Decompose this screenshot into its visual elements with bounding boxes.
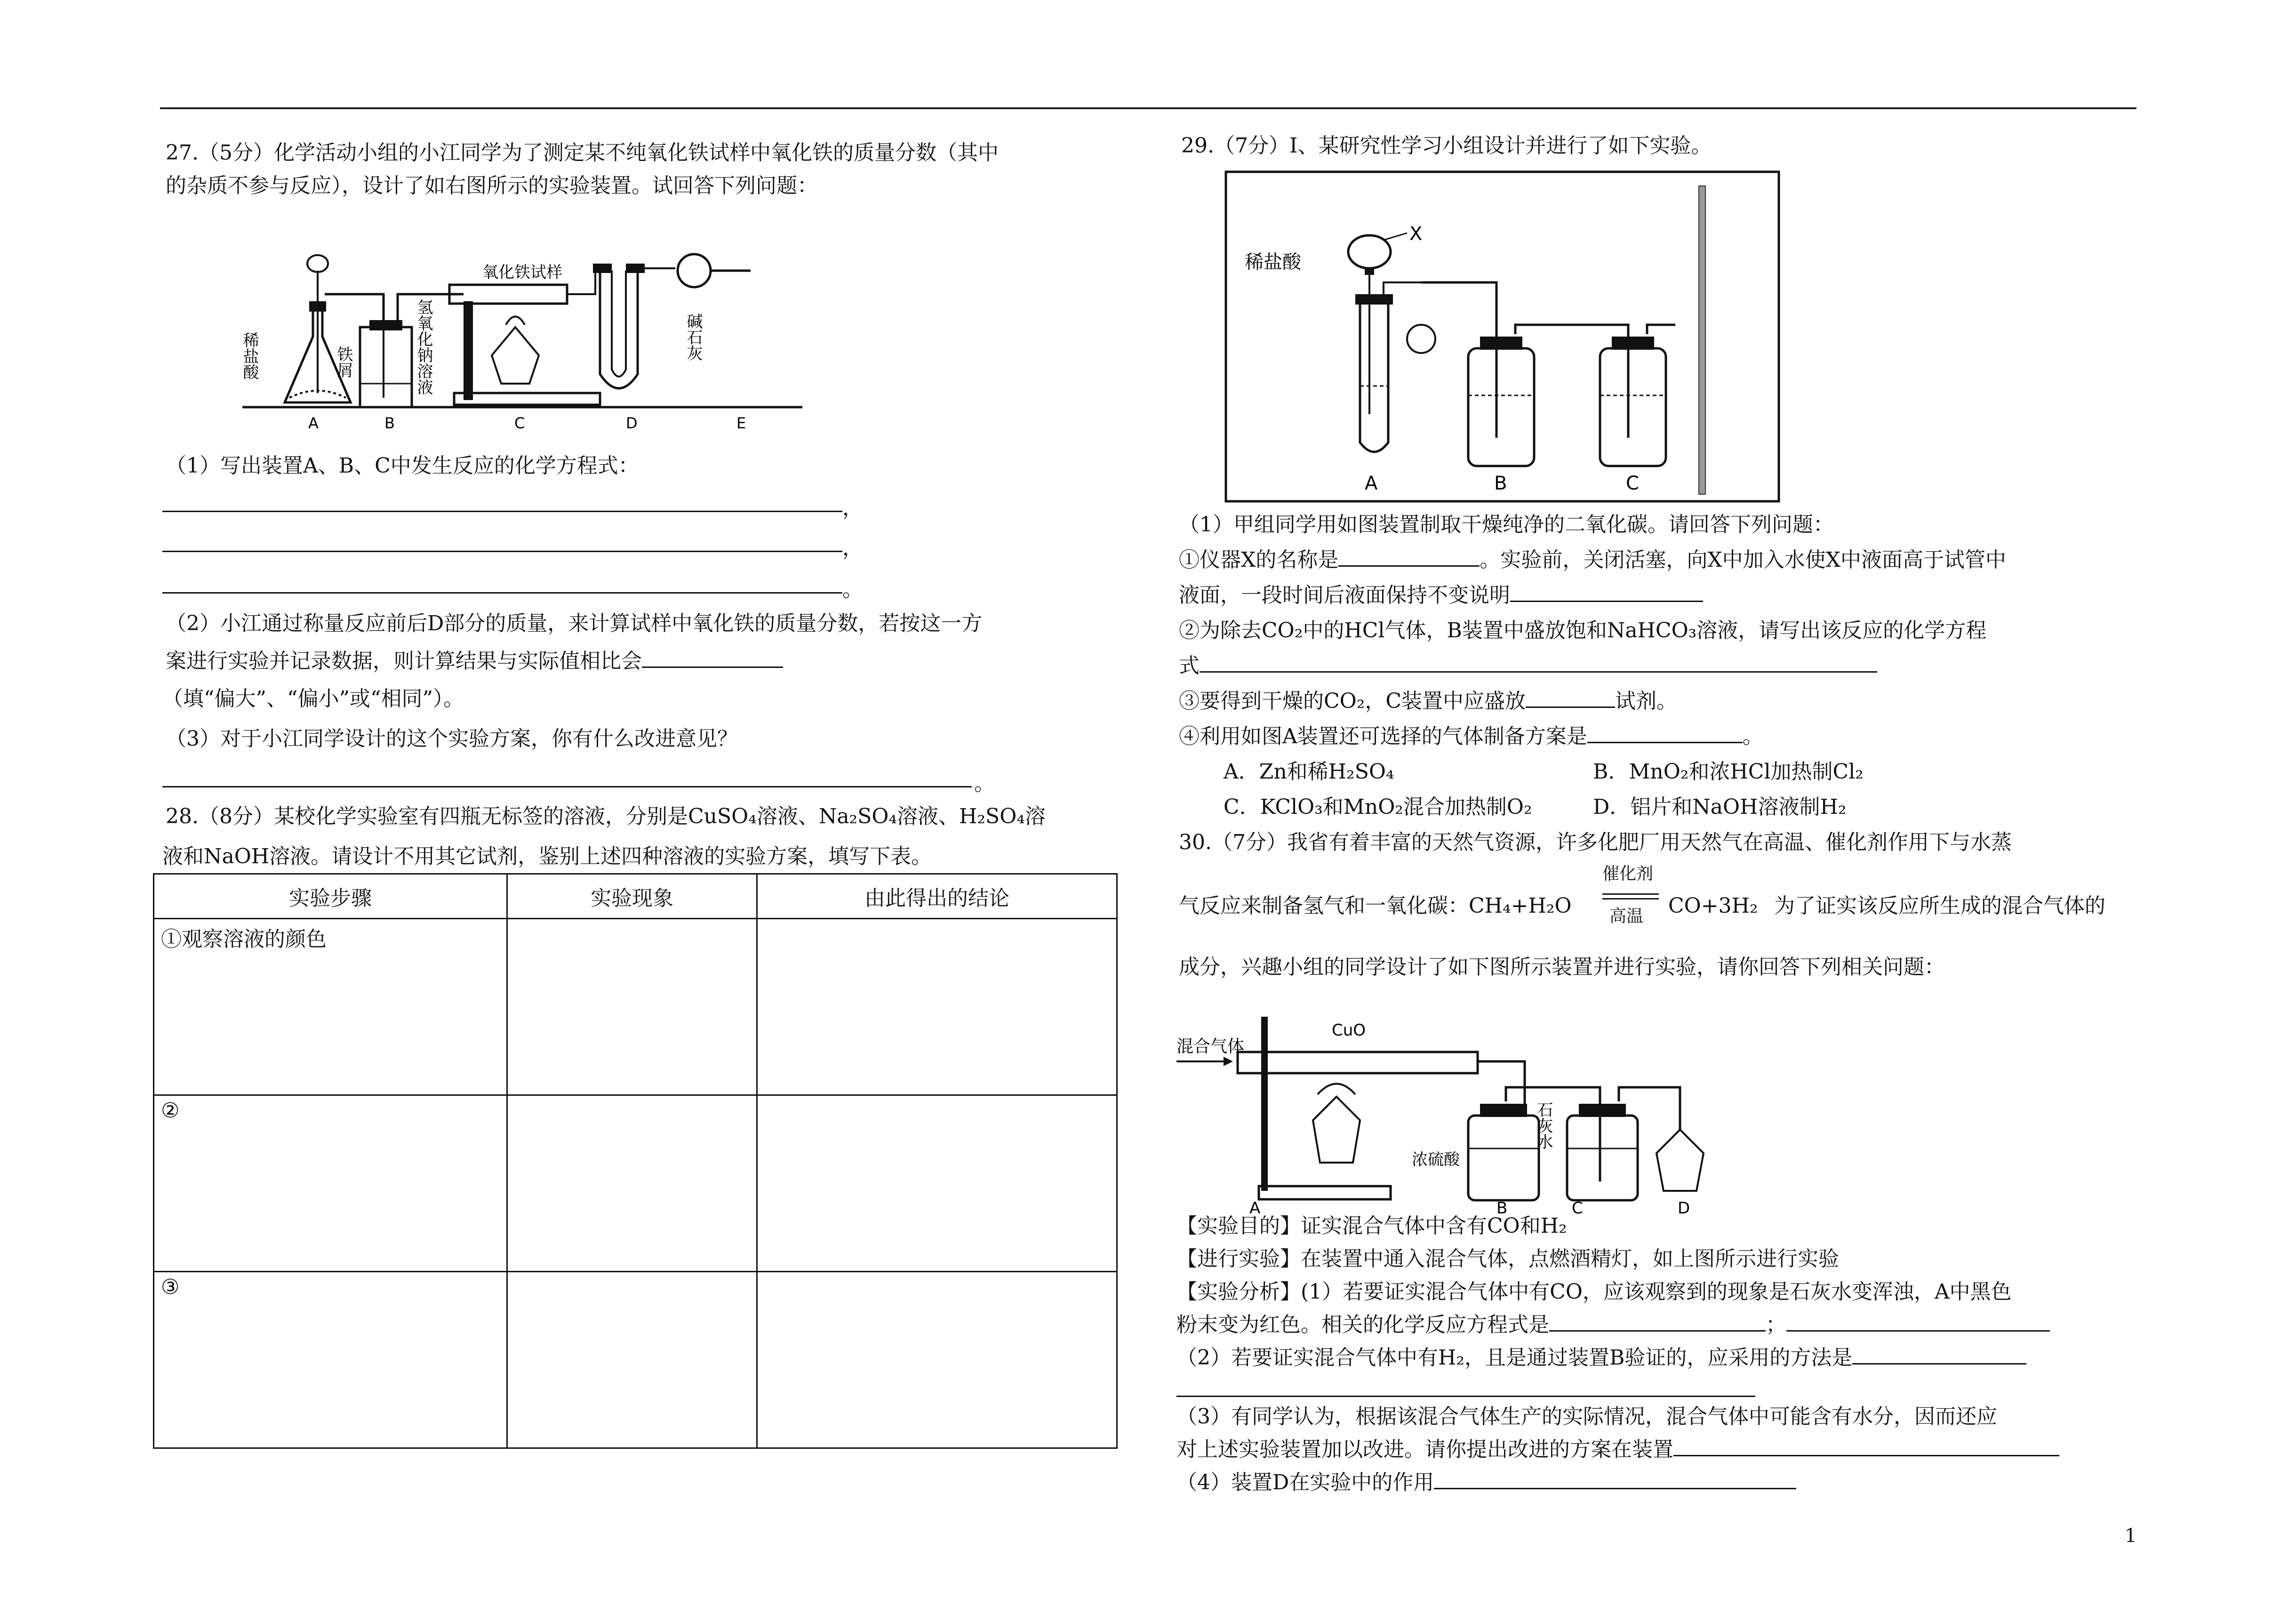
table-cell-phenomenon-3[interactable]: [507, 1272, 757, 1448]
q27-stem-line2: 的杂质不参与反应），设计了如右图所示的实验装置。试回答下列问题：: [166, 174, 818, 198]
q29-part1c-text-b: 试剂。: [1615, 689, 1678, 713]
q30-stem-line3: 成分，兴趣小组的同学设计了如下图所示装置并进行实验，请你回答下列相关问题：: [1179, 955, 1945, 979]
q29-part1c: [1179, 685, 1677, 718]
q27-letter-b: B: [384, 414, 395, 432]
q29-part1c-text-a: ③要得到干燥的CO₂，C装置中应盛放: [1179, 689, 1526, 713]
q29-airtight-blank[interactable]: [1510, 580, 1703, 602]
q30-equation-line: [1179, 890, 1572, 923]
q29-option-d: D．铝片和NaOH溶液制H₂: [1593, 795, 1847, 819]
q29-reagent-blank[interactable]: [1526, 686, 1615, 708]
q28-experiment-table: [153, 873, 1118, 1449]
q30-eq-arrow-1: [1602, 893, 1659, 895]
q27-part2-text: 案进行实验并记录数据，则计算结果与实际值相比会: [166, 649, 642, 673]
q30-part2-text: （2）若要证实混合气体中有H₂，且是通过装置B验证的，应采用的方法是: [1176, 1346, 1853, 1370]
table-header-phenomenon: 实验现象: [507, 874, 757, 919]
table-cell-phenomenon-1[interactable]: [507, 919, 757, 1095]
q29-apparatus-figure: [1224, 169, 1784, 504]
table-row: [154, 1095, 1117, 1272]
q29-part1a-text-b: 。实验前，关闭活塞，向X中加入水使X中液面高于试管中: [1480, 548, 2006, 572]
q30-equation-blank-b[interactable]: [1786, 1309, 2050, 1332]
q30-purpose: 【实验目的】证实混合气体中含有CO和H₂: [1176, 1214, 1567, 1238]
q27-letter-a: A: [308, 414, 319, 432]
q27-stem-line1: 27.（5分）化学活动小组的小江同学为了测定某不纯氧化铁试样中氧化铁的质量分数（其中: [166, 141, 999, 165]
table-cell-step-3: ③: [154, 1272, 507, 1448]
q29-equation-blank[interactable]: [1200, 650, 1877, 673]
q29-part1b-line2: [1179, 650, 1877, 683]
q30-label-h2so4: 浓硫酸: [1412, 1150, 1460, 1169]
q27-part2-blank[interactable]: [642, 646, 783, 668]
q30-part2: [1176, 1341, 2026, 1374]
table-header-conclusion: 由此得出的结论: [757, 874, 1117, 919]
q29-option-b: B．MnO₂和浓HCl加热制Cl₂: [1593, 760, 1864, 784]
q29-part1b-line1: ②为除去CO₂中的HCl气体，B装置中盛放饱和NaHCO₃溶液，请写出该反应的化学方程: [1179, 618, 1987, 642]
table-cell-conclusion-3[interactable]: [757, 1272, 1117, 1448]
q27-part3-answer-line[interactable]: [162, 786, 972, 787]
table-cell-conclusion-1[interactable]: [757, 919, 1117, 1095]
q30-part3-line1: （3）有同学认为，根据该混合气体生产的实际情况，混合气体中可能含有水分，因而还应: [1176, 1405, 1997, 1429]
q29-scheme-blank[interactable]: [1587, 721, 1743, 743]
q30-letter-d: D: [1678, 1199, 1690, 1218]
q27-answer-line-a[interactable]: [162, 511, 842, 512]
q29-part1d-text-a: ④利用如图A装置还可选择的气体制备方案是: [1179, 724, 1587, 748]
q27-part2-line2: [166, 645, 783, 678]
q29-part1d: [1179, 720, 1763, 753]
q30-part3-blank[interactable]: [1673, 1434, 2059, 1456]
q29-part1a-line2: [1179, 579, 1703, 612]
header-rule: [160, 107, 2136, 109]
table-header-step: 实验步骤: [154, 874, 507, 919]
q30-part4-text: （4）装置D在实验中的作用: [1176, 1470, 1434, 1494]
q30-letter-a: A: [1249, 1199, 1261, 1218]
q27-label-sample: 氧化铁试样: [482, 263, 562, 282]
q27-part1: （1）写出装置A、B、C中发生反应的化学方程式：: [166, 454, 639, 478]
q29-part1: （1）甲组同学用如图装置制取干燥纯净的二氧化碳。请回答下列问题：: [1179, 513, 1834, 537]
table-cell-step-2: ②: [154, 1095, 507, 1272]
q27-part3-period: 。: [974, 771, 995, 795]
q29-letter-a: A: [1365, 473, 1378, 494]
q30-label-lime: 石灰水: [1534, 1101, 1553, 1149]
q29-label-hcl: 稀盐酸: [1245, 251, 1301, 273]
q29-option-a: A．Zn和稀H₂SO₄: [1224, 760, 1394, 784]
q27-apparatus-figure: [242, 242, 807, 433]
q30-eq-catalyst: 催化剂: [1602, 864, 1654, 883]
q29-stem: 29.（7分）I、某研究性学习小组设计并进行了如下实验。: [1181, 134, 1712, 158]
q30-part3-text: 对上述实验装置加以改进。请你提出改进的方案在装置: [1176, 1437, 1673, 1461]
q30-part3-line2: [1176, 1433, 2059, 1466]
q27-part3: （3）对于小江同学设计的这个实验方案，你有什么改进意见？: [166, 727, 738, 751]
q29-option-c: C．KClO₃和MnO₂混合加热制O₂: [1224, 795, 1532, 819]
q29-part1a-line1: [1179, 544, 2006, 577]
q30-eq-arrow-2: [1602, 898, 1659, 899]
table-header-row: [154, 874, 1117, 919]
q29-part1d-text-b: 。: [1742, 724, 1763, 748]
q29-label-x: X: [1409, 223, 1423, 245]
q30-eq-post: CO+3H₂: [1668, 894, 1758, 918]
q27-comma-b: ，: [842, 536, 863, 560]
q30-proceed: 【进行实验】在装置中通入混合气体，点燃酒精灯，如上图所示进行实验: [1176, 1247, 1839, 1271]
q27-label-hcl: 稀盐酸: [240, 332, 259, 380]
table-cell-conclusion-2[interactable]: [757, 1095, 1117, 1272]
page-number: 1: [2125, 1525, 2137, 1547]
q30-label-gas: 混合气体: [1176, 1037, 1245, 1056]
q30-stem-line1: 30.（7分）我省有着丰富的天然气资源，许多化肥厂用天然气在高温、催化剂作用下与水蒸: [1179, 830, 2012, 854]
q29-part1a-text-c: 液面，一段时间后液面保持不变说明: [1179, 583, 1510, 607]
q30-letter-c: C: [1572, 1199, 1583, 1218]
q27-part2-line1: （2）小江通过称量反应前后D部分的质量，来计算试样中氧化铁的质量分数，若按这一方: [166, 611, 983, 635]
q29-letter-b: B: [1494, 473, 1507, 494]
q27-label-iron: 铁屑: [334, 346, 353, 378]
q30-eq-pre: 气反应来制备氢气和一氧化碳：CH₄+H₂O: [1179, 894, 1572, 918]
q30-equation-blank-a[interactable]: [1549, 1309, 1766, 1332]
table-row: [154, 919, 1117, 1095]
q29-part1a-text-a: ①仪器X的名称是: [1179, 548, 1339, 572]
q30-letter-b: B: [1496, 1199, 1508, 1218]
q28-stem-line1: 28.（8分）某校化学实验室有四瓶无标签的溶液，分别是CuSO₄溶液、Na₂SO₄溶液、H₂SO₄溶: [166, 804, 1046, 828]
q30-analysis-line2: [1176, 1309, 2050, 1341]
q30-part2-answer-line[interactable]: [1176, 1396, 1755, 1397]
q27-period-c: 。: [842, 578, 863, 602]
q30-apparatus-figure: [1176, 1012, 1732, 1218]
q27-part2-line3: （填“偏大”、“偏小”或“相同”）。: [162, 687, 464, 711]
q27-answer-line-b[interactable]: [162, 551, 842, 552]
q30-analysis-text: 粉末变为红色。相关的化学反应方程式是: [1176, 1313, 1549, 1337]
q27-letter-c: C: [514, 414, 525, 432]
q30-analysis-sep: ；: [1766, 1313, 1786, 1337]
table-cell-step-1: ①观察溶液的颜色: [154, 919, 507, 1095]
q30-part4-blank[interactable]: [1434, 1467, 1796, 1489]
q27-letter-e: E: [736, 414, 746, 432]
q29-part1b-text: 式: [1179, 654, 1200, 678]
q30-part2-blank[interactable]: [1852, 1342, 2026, 1365]
q29-instrument-x-blank[interactable]: [1338, 545, 1480, 567]
q27-label-naoh: 氢氧化钠溶液: [414, 299, 433, 395]
q27-comma-a: ，: [842, 496, 863, 520]
table-row: [154, 1272, 1117, 1448]
q27-label-lime: 碱石灰: [684, 313, 703, 361]
q27-answer-line-c[interactable]: [162, 592, 842, 594]
q27-stem: [166, 137, 999, 202]
q30-stem-tail: 为了证实该反应所生成的混合气体的: [1774, 894, 2105, 918]
q30-eq-high-temp: 高温: [1609, 907, 1644, 926]
q27-letter-d: D: [626, 414, 638, 432]
q30-part4: [1176, 1466, 1796, 1499]
q28-stem-line2: 液和NaOH溶液。请设计不用其它试剂，鉴别上述四种溶液的实验方案，填写下表。: [162, 844, 932, 868]
q30-analysis-line1: 【实验分析】(1）若要证实混合气体中有CO，应该观察到的现象是石灰水变浑浊，A中黑色: [1176, 1280, 2012, 1304]
q29-letter-c: C: [1626, 473, 1639, 494]
table-cell-phenomenon-2[interactable]: [507, 1095, 757, 1272]
q30-label-cuo: CuO: [1332, 1021, 1366, 1040]
